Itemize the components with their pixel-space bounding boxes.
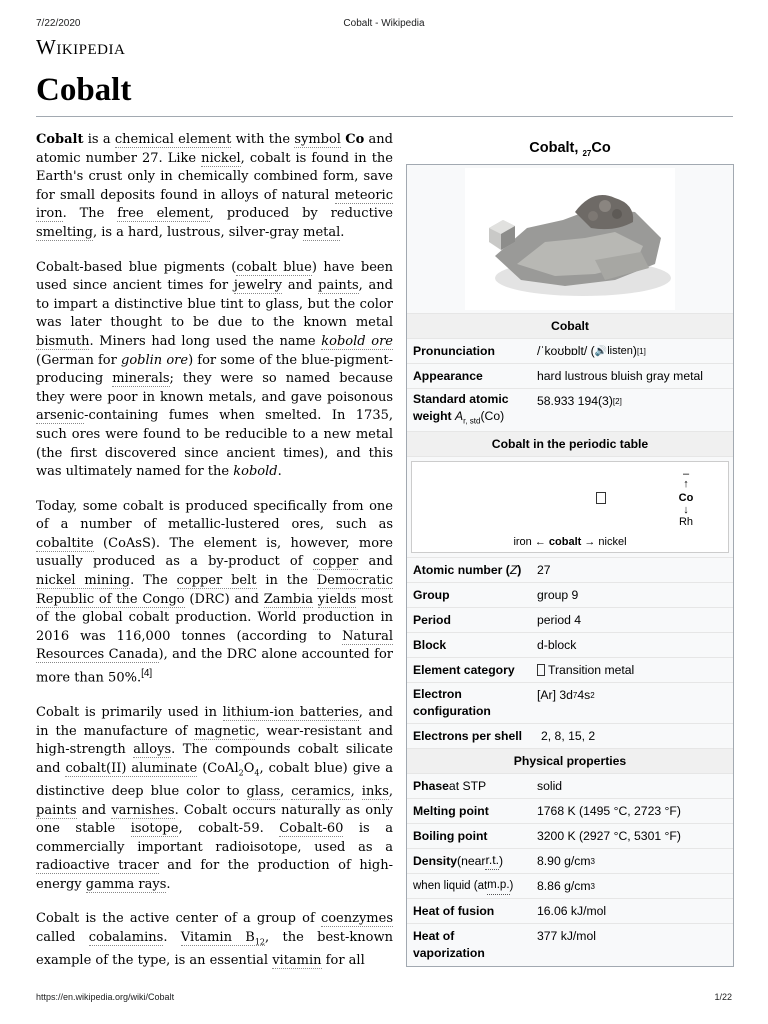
link-inks[interactable]: inks — [361, 783, 389, 799]
link-cobalamins[interactable]: cobalamins — [88, 930, 164, 946]
category-color-box-icon — [537, 664, 545, 676]
paragraph-4: Cobalt is primarily used in lithium-ion batteries, and in the manufacture of magnetic, wear-resistant and high-strength alloys. The compounds cobalt silicate and cobalt(II) aluminate ($CoAl_2O_4$, cobalt blue) give a distinctive deep blue color to glass, ceramics, inks, paints and varnishes. Cobalt occurs naturally as only one stable isotope, cobalt-59. Cobalt-60 is a commercially important radioisotope, used as a radioactive tracer and for the production of high-energy gamma rays. — [36, 704, 394, 892]
row-group: Group group 9 — [407, 582, 733, 607]
print-header — [36, 18, 732, 32]
row-element-category: Element category Transition metal — [407, 657, 733, 682]
link-alloys[interactable]: alloys — [133, 742, 172, 758]
wikipedia-logo[interactable] — [36, 35, 125, 60]
link-drc[interactable]: Democratic Republic of the Congo — [36, 573, 393, 607]
paragraph-3: Today, some cobalt is produced specifically from one of a number of metallic-lustered ores, such as cobaltite (CoAsS). The element is, however, more usually produced as a by-product of copper and nickel mining. The copper belt in the Democratic Republic of the Congo (DRC) and Zambia yields most of the global cobalt production. World production in 2016 was 116,000 tonnes (according to Natural Resources Canada), and the DRC alone accounted for more than 50%.[4] — [36, 498, 394, 686]
link-gamma-rays[interactable]: gamma rays — [85, 876, 167, 892]
row-atomic-number: Atomic number ( Z ) 27 — [407, 557, 733, 582]
link-cobalt-60[interactable]: Cobalt-60 — [279, 821, 344, 837]
link-magnetic[interactable]: magnetic — [194, 723, 256, 739]
arrow-down-icon: ↓ — [683, 504, 689, 517]
infobox — [406, 136, 734, 967]
row-density-liquid: when liquid (at m.p. ) 8.86 g/cm 3 — [407, 873, 733, 898]
infobox-section-name: Cobalt — [407, 313, 733, 338]
row-standard-atomic-weight: Standard atomic weight $A_{r, std}(Co)$ 58.933 194(3) [2] — [407, 388, 733, 431]
listen-link[interactable]: listen — [607, 344, 633, 357]
row-heat-of-fusion: Heat of fusion 16.06 kJ/mol — [407, 898, 733, 923]
link-vitamin-b12[interactable]: Vitamin $B_{12}$ — [180, 930, 266, 947]
speaker-icon[interactable]: 🔊 — [594, 345, 608, 357]
link-natural-resources-canada[interactable]: Natural Resources Canada — [36, 628, 393, 663]
link-arsenic[interactable]: arsenic — [36, 408, 85, 424]
link-isotope[interactable]: isotope — [130, 821, 179, 837]
print-url: https://en.wikipedia.org/wiki/Cobalt — [36, 992, 175, 1002]
link-radioactive-tracer[interactable]: radioactive tracer — [36, 858, 159, 874]
link-glass[interactable]: glass — [246, 783, 281, 799]
row-boiling-point: Boiling point 3200 K (2927 °C, 5301 °F) — [407, 823, 733, 848]
print-page-number: 1/22 — [714, 992, 732, 1002]
row-period: Period period 4 — [407, 607, 733, 632]
neighbor-above: – — [682, 468, 690, 481]
row-appearance: Appearance hard lustrous bluish gray metal — [407, 363, 733, 388]
row-heat-of-vaporization: Heat of vaporization 377 kJ/mol — [407, 923, 733, 966]
print-footer — [36, 992, 732, 1004]
link-free-element[interactable]: free element — [117, 206, 210, 222]
link-kobold-ore[interactable]: kobold ore — [321, 333, 393, 349]
link-meteoric-iron[interactable]: meteoric iron — [36, 187, 393, 222]
link-paints[interactable]: paints — [318, 278, 359, 294]
link-copper[interactable]: copper — [312, 554, 359, 570]
link-nickel[interactable]: nickel — [201, 150, 241, 166]
link-paints-2[interactable]: paints — [36, 802, 77, 818]
row-density: Density (near r.t. ) 8.90 g/cm 3 — [407, 848, 733, 873]
arrow-up-icon: ↑ — [683, 478, 689, 491]
row-electron-configuration: Electron configuration [Ar] 3d 7 4s 2 — [407, 682, 733, 723]
paragraph-5: Cobalt is the active center of a group of coenzymes called cobalamins. Vitamin $B_{12}$, the best-known example of the type, is an essential vitamin for all — [36, 911, 393, 969]
row-pronunciation: Pronunciation /ˈkoʊbɒlt/ ( 🔊 listen ) [1] — [407, 338, 733, 363]
page-title: Cobalt — [36, 72, 132, 108]
neighbor-below: Rh — [678, 516, 694, 529]
paragraph-1: Cobalt is a chemical element with the symbol Co and atomic number 27. Like nickel, cobalt is found in the Earth's crust only in chemically combined form, save for small deposits found in alloys of natural meteoric iron. The free element, produced by reductive smelting, is a hard, lustrous, silver-gray metal. — [36, 132, 393, 240]
link-varnishes[interactable]: varnishes — [111, 802, 175, 818]
link-symbol[interactable]: symbol — [294, 132, 341, 147]
title-divider — [36, 116, 733, 117]
row-phase: Phase at STP solid — [407, 773, 733, 798]
cobalt-sample-image — [465, 168, 675, 310]
ref-4[interactable]: [4] — [141, 668, 153, 680]
cobalt-photo[interactable] — [407, 165, 733, 313]
link-coenzymes[interactable]: coenzymes — [320, 911, 393, 927]
link-jewelry[interactable]: jewelry — [233, 278, 283, 294]
link-ceramics[interactable]: ceramics — [291, 783, 351, 799]
link-cobalt-blue[interactable]: cobalt blue — [236, 259, 312, 275]
row-block: Block d-block — [407, 632, 733, 657]
link-minerals[interactable]: minerals — [112, 371, 170, 387]
periodic-neighbors: iron ← cobalt → nickel — [513, 536, 627, 549]
periodic-table-box — [407, 456, 733, 557]
link-copper-belt[interactable]: copper belt — [176, 573, 257, 589]
row-electrons-per-shell: Electrons per shell 2, 8, 15, 2 — [407, 723, 733, 748]
link-zambia[interactable]: Zambia — [263, 591, 314, 607]
periodic-table-placeholder-icon — [596, 492, 606, 504]
paragraph-2: Cobalt-based blue pigments (cobalt blue) have been used since ancient times for jewelry and paints, and to impart a distinctive blue tint to glass, but the color was later thought to be due to the known metal bismuth. Miners had long used the name kobold ore (German for goblin ore) for some of the blue-pigment-producing minerals; they were so named because they were poor in known metals, and gave poisonous arsenic-containing fumes when smelted. In 1735, such ores were found to be reducible to a new metal (the first discovered since ancient times), and this was ultimately named for the kobold. — [36, 259, 393, 480]
link-bismuth[interactable]: bismuth — [36, 333, 90, 349]
infobox-table — [406, 164, 734, 967]
print-date: 7/22/2020 — [36, 18, 81, 29]
link-chemical-element[interactable]: chemical element — [114, 132, 232, 147]
link-nickel-mining[interactable]: nickel mining — [36, 573, 131, 589]
print-title: Cobalt - Wikipedia — [343, 18, 425, 29]
link-yields[interactable]: yields — [317, 591, 357, 607]
link-metal[interactable]: metal — [303, 224, 341, 240]
periodic-table-heading: Cobalt in the periodic table — [407, 431, 733, 456]
link-vitamin[interactable]: vitamin — [272, 953, 322, 969]
row-melting-point: Melting point 1768 K (1495 °C, 2723 °F) — [407, 798, 733, 823]
infobox-title: Cobalt, $_{27}$Co — [529, 140, 611, 158]
article-body — [36, 131, 393, 987]
link-smelting[interactable]: smelting — [36, 224, 93, 240]
link-cobalt-aluminate[interactable]: cobalt(II) aluminate — [65, 760, 198, 776]
wikipedia-wordmark: Wikipedia — [36, 35, 126, 59]
physical-properties-heading: Physical properties — [407, 748, 733, 773]
link-lithium-ion-batteries[interactable]: lithium-ion batteries — [222, 704, 359, 720]
link-cobaltite[interactable]: cobaltite — [36, 535, 94, 551]
element-symbol: Co — [678, 492, 694, 505]
